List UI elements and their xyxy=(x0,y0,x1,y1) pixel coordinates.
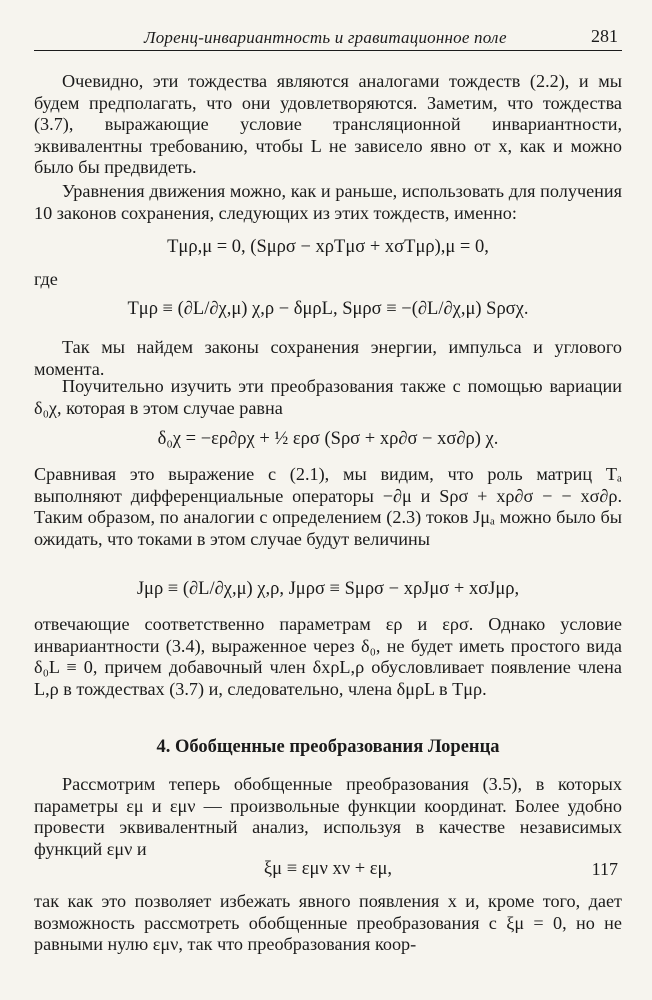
equation-xi xyxy=(34,856,622,882)
paragraph-comparison: Сравнивая это выражение с (2.1), мы видим, что роль матриц Tₐ выполняют дифференциальные операторы −∂μ и Sρσ + xρ∂σ − − xσ∂ρ. Таким образом, по аналогии с определением (2.3) токов Jμₐ можно было бы ожидать, что токами в этом случае будут величины xyxy=(34,464,622,549)
paragraph-variation: Поучительно изучить эти преобразования также с помощью вариации δ₀χ, которая в этом случае равна xyxy=(34,376,622,418)
paragraph-closing: так как это позволяет избежать явного появления x и, кроме того, дает возможность рассмотреть обобщенные преобразования с ξμ = 0, но не равными нулю εμν, так что преобразования коор- xyxy=(34,891,622,955)
paragraph-conservation-laws: Так мы найдем законы сохранения энергии, импульса и углового момента. xyxy=(34,337,622,379)
equation-variation: δ₀χ = −ερ∂ρχ + ½ ερσ (Sρσ + xρ∂σ − xσ∂ρ) χ. xyxy=(157,429,499,449)
equation-conservation: Tμρ,μ = 0, (Sμρσ − xρTμσ + xσTμρ),μ = 0, xyxy=(167,237,489,257)
word-where: где xyxy=(34,269,58,289)
equation-definitions: Tμρ ≡ (∂L/∂χ,μ) χ,ρ − δμρL, Sμρσ ≡ −(∂L/∂χ,μ) Sρσχ. xyxy=(127,299,529,319)
header-title: Лоренц-инвариантность и гравитационное поле xyxy=(144,28,507,47)
paragraph-generalized-transformations: Рассмотрим теперь обобщенные преобразования (3.5), в которых параметры εμ и εμν — произвольные функции координат. Более удобно провести эквивалентный анализ, используя в качестве независимых функций εμν и xyxy=(34,774,622,859)
paragraph-parameters: отвечающие соответственно параметрам ερ и ερσ. Однако условие инвариантности (3.4), выраженное через δ₀, не будет иметь простого вида δ₀L ≡ 0, причем добавочный член δxρL,ρ обусловливает появление члена L,ρ в тождествах (3.7) и, следовательно, члена δμρL в Tμρ. xyxy=(34,614,622,699)
paragraph-equations-of-motion: Уравнения движения можно, как и раньше, использовать для получения 10 законов сохранения, следующих из этих тождеств, именно: xyxy=(34,181,622,223)
section-heading: 4. Обобщенные преобразования Лоренца xyxy=(156,737,500,757)
equation-number: 117 xyxy=(591,859,618,879)
page-number: 281 xyxy=(591,26,618,46)
equation-xi-body: ξμ ≡ εμν xν + εμ, xyxy=(263,859,393,879)
paragraph-identities: Очевидно, эти тождества являются аналогами тождеств (2.2), и мы будем предполагать, что они удовлетворяются. Заметим, что тождества (3.7), выражающие условие трансляционной инвариантности, эквивалентны требованию, чтобы L не зависело явно от x, как и можно было бы предвидеть. xyxy=(34,71,622,178)
running-header xyxy=(34,26,622,51)
equation-currents: Jμρ ≡ (∂L/∂χ,μ) χ,ρ, Jμρσ ≡ Sμρσ − xρJμσ + xσJμρ, xyxy=(136,579,520,599)
